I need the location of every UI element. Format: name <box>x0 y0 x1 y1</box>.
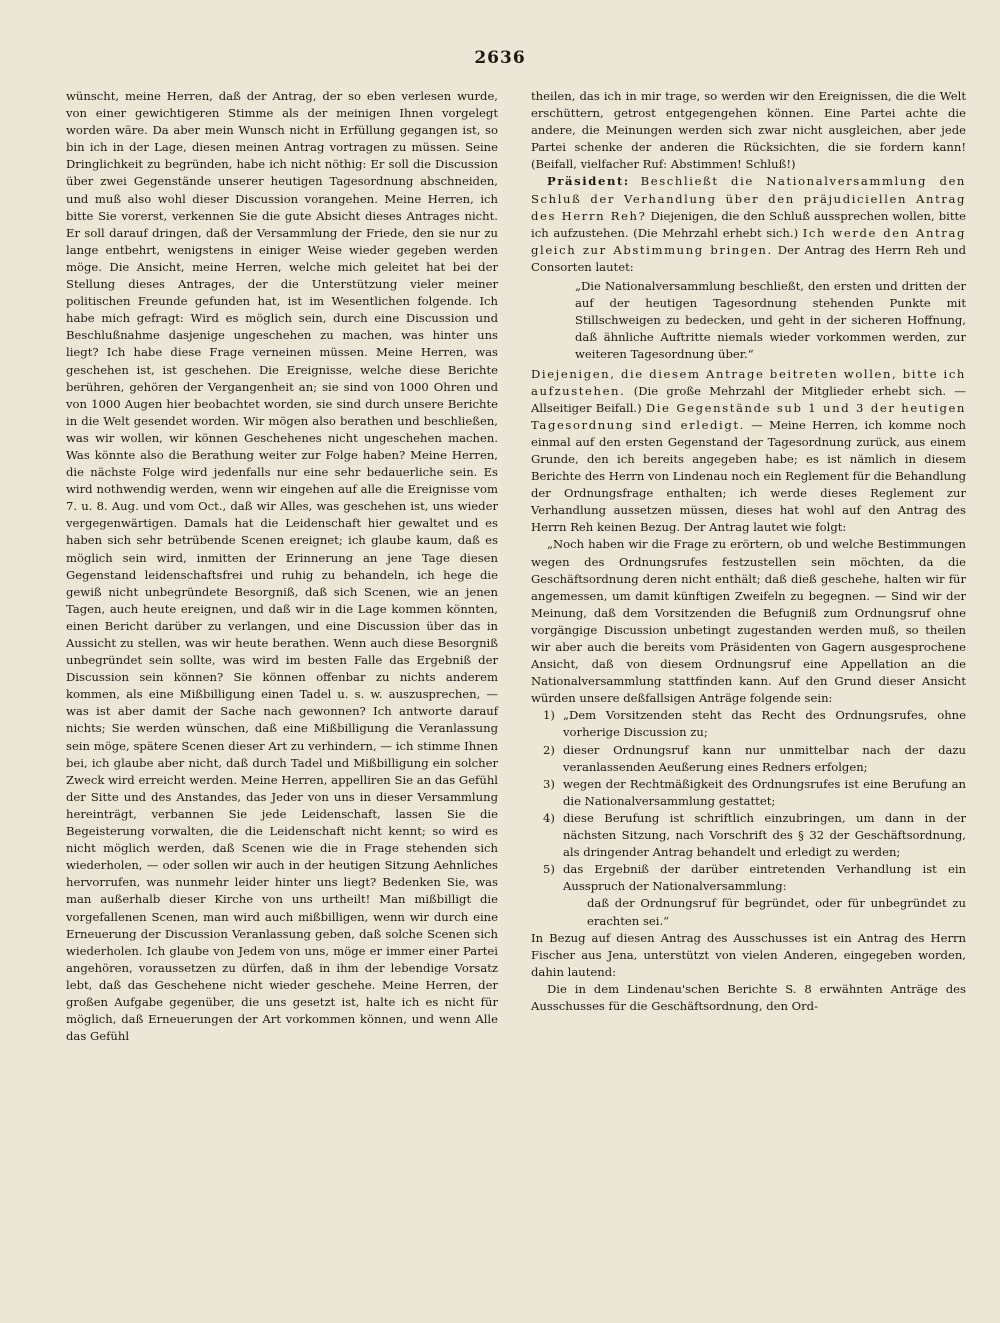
president-question: Beschließt die Nationalversammlung den Schluß der Verhandlung über den präjudiciellen Antrag des Herrn Reh? <box>531 174 966 223</box>
list-item <box>531 776 966 810</box>
president-label: Präsident: <box>547 174 630 189</box>
list-conclusion: daß der Ordnungsruf für begründet, oder für unbegründet zu erachten sei.“ <box>587 896 966 928</box>
report-quote: „Noch haben wir die Frage zu erörtern, ob und welche Bestimmungen wegen des Ordnungsrufes festzustellen sein möchten, da die Geschäftsordnung deren nicht enthält; daß dieß geschehe, halten wir für angemessen, um damit künftigen Zweifeln zu begegnen. — Sind wir der Meinung, daß dem Vorsitzenden die Befugniß zum Ordnungsruf ohne vorgängige Discussion unbetingt zugestanden werden muß, so theilen wir aber auch die bereits vom Präsidenten von Gagern ausgesprochene Ansicht, daß von diesem Ordnungsruf eine Appellation an die Nationalversammlung stattfinden kann. Auf den Grund dieser Ansicht würden unsere deßfallsigen Anträge folgende sein: <box>531 537 966 706</box>
closing-paragraph: In Bezug auf diesen Antrag des Ausschusses ist ein Antrag des Herrn Fischer aus Jena, unterstützt von vielen Anderen, eingegeben worden, dahin lautend: <box>531 930 966 979</box>
page-number: 2636 <box>474 48 526 68</box>
list-number: 2) <box>543 742 555 757</box>
vote-result: (Die große Mehrzahl der Mitglieder erhebt sich. — Allseitiger Beifall.) <box>531 383 967 415</box>
list-item <box>531 810 966 861</box>
speech-closing-paragraph: theilen, das ich in mir trage, so werden wir den Ereignissen, die die Welt erschüttern, getrost entgegengehen können. Eine Partei achte die andere, die Meinungen werden sich zwar nicht ausgleichen, aber jede Partei schenke der anderen die Rücksichten, die sie fordern kann! (Beifall, vielfacher Ruf: Abstimmen! Schluß!) <box>531 89 966 172</box>
list-text: wegen der Rechtmäßigkeit des Ordnungsrufes ist eine Berufung an die Nationalversammlung gestattet; <box>563 776 966 808</box>
list-item <box>531 707 966 741</box>
right-column <box>531 88 966 1015</box>
president-instruction: Diejenigen, die den Schluß aussprechen wollen, bitte ich aufzustehen. (Die Mehrzahl erhebt sich.) <box>531 208 966 240</box>
list-text: „Dem Vorsitzenden steht das Recht des Ordnungsrufes, ohne vorherige Discussion zu; <box>563 708 966 740</box>
president-paragraph <box>531 173 966 276</box>
president-tail: Der Antrag des Herrn Reh und Consorten lautet: <box>531 242 967 274</box>
list-number: 5) <box>543 862 555 877</box>
list-number: 3) <box>543 776 555 791</box>
left-column <box>66 88 498 1045</box>
vote-paragraph <box>531 366 966 537</box>
list-text: diese Berufung ist schriftlich einzubringen, um dann in der nächsten Sitzung, nach Vorschrift des § 32 der Geschäftsordnung, als dringender Antrag behandelt und erledigt zu werden; <box>563 810 966 860</box>
closing-paragraph-continued: Die in dem Lindenau'schen Berichte S. 8 erwähnten Anträge des Ausschusses für die Geschäftsordnung, den Ord- <box>531 981 966 1013</box>
list-item <box>531 861 966 895</box>
president-announcement: Ich werde den Antrag gleich zur Abstimmung bringen. <box>531 225 966 257</box>
vote-call: Diejenigen, die diesem Antrage beitreten wollen, bitte ich aufzustehen. <box>531 366 966 398</box>
vote-declaration: Die Gegenstände sub 1 und 3 der heutigen Tagesordnung sind erledigt. <box>531 400 966 432</box>
motion-quote: „Die Nationalversammlung beschließt, den ersten und dritten der auf der heutigen Tagesordnung stehenden Punkte mit Stillschweigen zu bedecken, und geht in der sicheren Hoffnung, daß ähnliche Auftritte niemals wieder vorkommen werden, zur weiteren Tagesordnung über.“ <box>575 279 966 362</box>
list-text: dieser Ordnungsruf kann nur unmittelbar nach der dazu veranlassenden Aeußerung eines Redners erfolgen; <box>563 742 966 774</box>
list-number: 4) <box>543 810 555 825</box>
speech-paragraph: wünscht, meine Herren, daß der Antrag, der so eben verlesen wurde, von einer gewichtigeren Stimme als der meinigen Ihnen vorgelegt worden wäre. Da aber mein Wunsch nicht in Erfüllung gegangen ist, so bin ich in der Lage, diesen meinen Antrag vortragen zu müssen. Seine Dringlichkeit zu begründen, habe ich nicht nöthig: Er soll die Discussion über zwei Gegenstände unserer heutigen Tagesordnung abschneiden, und muß also wohl dieser Discussion vorangehen. Meine Herren, ich bitte Sie vorerst, verkennen Sie die gute Absicht dieses Antrages nicht. Er soll darauf dringen, daß der Versammlung der Friede, den sie nur zu lange entbehrt, wenigstens in einiger Weise wieder gegeben werden möge. Die Ansicht, meine Herren, welche mich geleitet hat bei der Stellung dieses Antrages, der die Unterstützung vieler meiner politischen Freunde gefunden hat, ist im Wesentlichen folgende. Ich habe mich gefragt: Wird es möglich sein, durch eine Discussion und Beschlußnahme dasjenige ungeschehen zu machen, was hinter uns liegt? Ich habe diese Frage verneinen müssen. Meine Herren, was geschehen ist, ist geschehen. Die Ereignisse, welche diese Berichte berühren, gehören der Vergangenheit an; sie sind von 1000 Ohren und von 1000 Augen hier beobachtet worden, sie sind durch unsere Berichte in die Welt gesendet worden. Wir mögen also berathen und beschließen, was wir wollen, wir können Geschehenes nicht ungeschehen machen. Was könnte also die Berathung weiter zur Folge haben? Meine Herren, die nächste Folge wird jedenfalls nur eine sehr bedauerliche sein. Es wird nothwendig werden, wenn wir eingehen auf alle die Ereignisse vom 7. u. 8. Aug. und vom Oct., daß wir Alles, was geschehen ist, uns wieder vergegenwärtigen. Damals hat die Leidenschaft hier gewaltet und es haben sich sehr betrübende Scenen ereignet; ich glaube kaum, daß es möglich sein wird, inmitten der Erinnerung an jene Tage diesen Gegenstand leidenschaftsfrei und ruhig zu behandeln, ich hege die gewiß nicht unbegründete Besorgniß, daß sich Scenen, wie an jenen Tagen, auch heute ereignen, und daß wir in die Lage kommen könnten, einen Bericht darüber zu verlangen, und eine Discussion über das in Aussicht zu stellen, was wir heute berathen. Wenn auch diese Besorgniß unbegründet sein sollte, was wird im besten Falle das Ergebniß der Discussion sein können? Sie können offenbar zu nichts anderem kommen, als eine Mißbilligung einen Tadel u. s. w. auszusprechen, — was ist aber damit der Sache nach gewonnen? Ich antworte darauf nichts; Sie werden wünschen, daß eine Mißbilligung die Veranlassung sein möge, spätere Scenen dieser Art zu verhindern, — ich stimme Ihnen bei, ich glaube aber nicht, daß durch Tadel und Mißbilligung ein solcher Zweck wird erreicht werden. Meine Herren, appelliren Sie an das Gefühl der Sitte und des Anstandes, das Jeder von uns in dieser Versammlung hereinträgt, verbannen Sie jede Leidenschaft, lassen Sie die Begeisterung vorwalten, die die Leidenschaft nicht kennt; so wird es nicht möglich werden, daß Scenen wie die in Frage stehenden sich wiederholen, — oder sollen wir auch in der heutigen Sitzung Aehnliches hervorrufen, was nunmehr leider hinter uns liegt? Bedenken Sie, was man außerhalb dieser Kirche von uns urtheilt! Man mißbilligt die vorgefallenen Scenen, man wird auch mißbilligen, wenn wir durch eine Erneuerung der Discussion Veranlassung geben, daß solche Scenen sich wiederholen. Ich glaube von Jedem von uns, möge er immer einer Partei angehören, voraussetzen zu dürfen, daß in ihm der lebendige Vorsatz lebt, daß das Geschehene nicht wieder geschehe. Meine Herren, der großen Aufgabe gegenüber, die uns gesetzt ist, halte ich es nicht für möglich, daß Erneuerungen der Art vorkommen können, und wenn Alle das Gefühl <box>66 89 498 1044</box>
list-number: 1) <box>543 708 555 723</box>
vote-tail: — Meine Herren, ich komme noch einmal auf den ersten Gegenstand der Tagesordnung zurück, aus einem Grunde, den ich bereits angegeben habe; es ist nämlich in diesem Berichte des Herrn von Lindenau noch ein Reglement für die Behandlung der Ordnungsfrage enthalten; ich werde dieses Reglement zur Verhandlung aussetzen müssen, dieses hat wohl auf den Antrag des Herrn Reh keinen Bezug. Der Antrag lautet wie folgt: <box>531 417 967 535</box>
list-text: das Ergebniß der darüber eintretenden Verhandlung ist ein Ausspruch der Nationalversammlung: <box>563 862 966 894</box>
list-item <box>531 742 966 776</box>
